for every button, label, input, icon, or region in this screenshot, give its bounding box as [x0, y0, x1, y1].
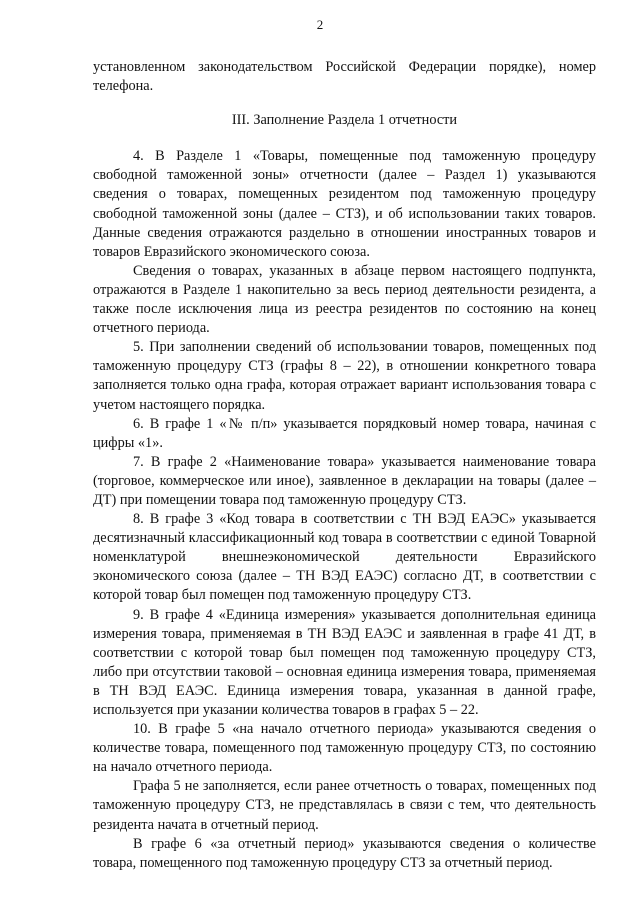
paragraph-item-7: 7. В графе 2 «Наименование товара» указывается наименование товара (торговое, коммерческое или иное), заявленное в декларации на товары (далее – ДТ) при помещении товара под таможенную процедуру СТЗ.: [93, 453, 596, 508]
paragraph-item-10-column6: В графе 6 «за отчетный период» указываются сведения о количестве товара, помещенного под таможенную процедуру СТЗ за отчетный период.: [93, 835, 596, 871]
document-body: [93, 58, 596, 873]
section-heading: III. Заполнение Раздела 1 отчетности: [231, 112, 458, 129]
opening-fragment: установленном законодательством Российской Федерации порядке), номер телефона.: [93, 59, 596, 95]
paragraph-item-4-continued: Сведения о товарах, указанных в абзаце первом настоящего подпункта, отражаются в Разделе 1 накопительно за весь период деятельности резидента, а также после исключения лица из реестра резидентов по состоянию на конец отчетного периода.: [93, 262, 596, 337]
paragraph-item-9: 9. В графе 4 «Единица измерения» указывается дополнительная единица измерения товара, применяемая в ТН ВЭД ЕАЭС и заявленная в графе 41 ДТ, в соответствии с которой товар был помещен под таможенную процедуру СТЗ, либо при отсутствии таковой – основная единица измерения товара, применяемая в ТН ВЭД ЕАЭС. Единица измерения товара, указанная в данной графе, используется при указании количества товаров в графах 5 – 22.: [93, 606, 596, 718]
paragraph-item-5: 5. При заполнении сведений об использовании товаров, помещенных под таможенную процедуру СТЗ (графы 8 – 22), в отношении конкретного товара заполняется только одна графа, которая отражает вариант использования товара с учетом настоящего порядка.: [93, 339, 596, 413]
page-number: 2: [316, 17, 324, 32]
paragraph-item-10: 10. В графе 5 «на начало отчетного периода» указываются сведения о количестве товара, помещенного под таможенную процедуру СТЗ, по состоянию на начало отчетного периода.: [93, 721, 596, 776]
paragraph-item-4: 4. В Разделе 1 «Товары, помещенные под таможенную процедуру свободной таможенной зоны» отчетности (далее – Раздел 1) указываются сведения о товарах, помещенных резидентом под таможенную процедуру свободной таможенной зоны (далее – СТЗ), и об использовании таких товаров. Данные сведения отражаются раздельно в отношении иностранных товаров и товаров Евразийского экономического союза.: [93, 148, 596, 260]
paragraph-item-6: 6. В графе 1 «№ п/п» указывается порядковый номер товара, начиная с цифры «1».: [93, 415, 596, 451]
paragraph-item-8: 8. В графе 3 «Код товара в соответствии с ТН ВЭД ЕАЭС» указывается десятизначный классификационный код товара в соответствии с единой Товарной номенклатурой внешнеэкономической деятельности Евразийского экономического союза (далее – ТН ВЭД ЕАЭС) согласно ДТ, в соответствии с которой товар был помещен под таможенную процедуру СТЗ.: [93, 511, 596, 604]
paragraph-item-10-note: Графа 5 не заполняется, если ранее отчетность о товарах, помещенных под таможенную процедуру СТЗ, не представлялась в связи с тем, что деятельность резидента начата в отчетный период.: [93, 778, 596, 833]
